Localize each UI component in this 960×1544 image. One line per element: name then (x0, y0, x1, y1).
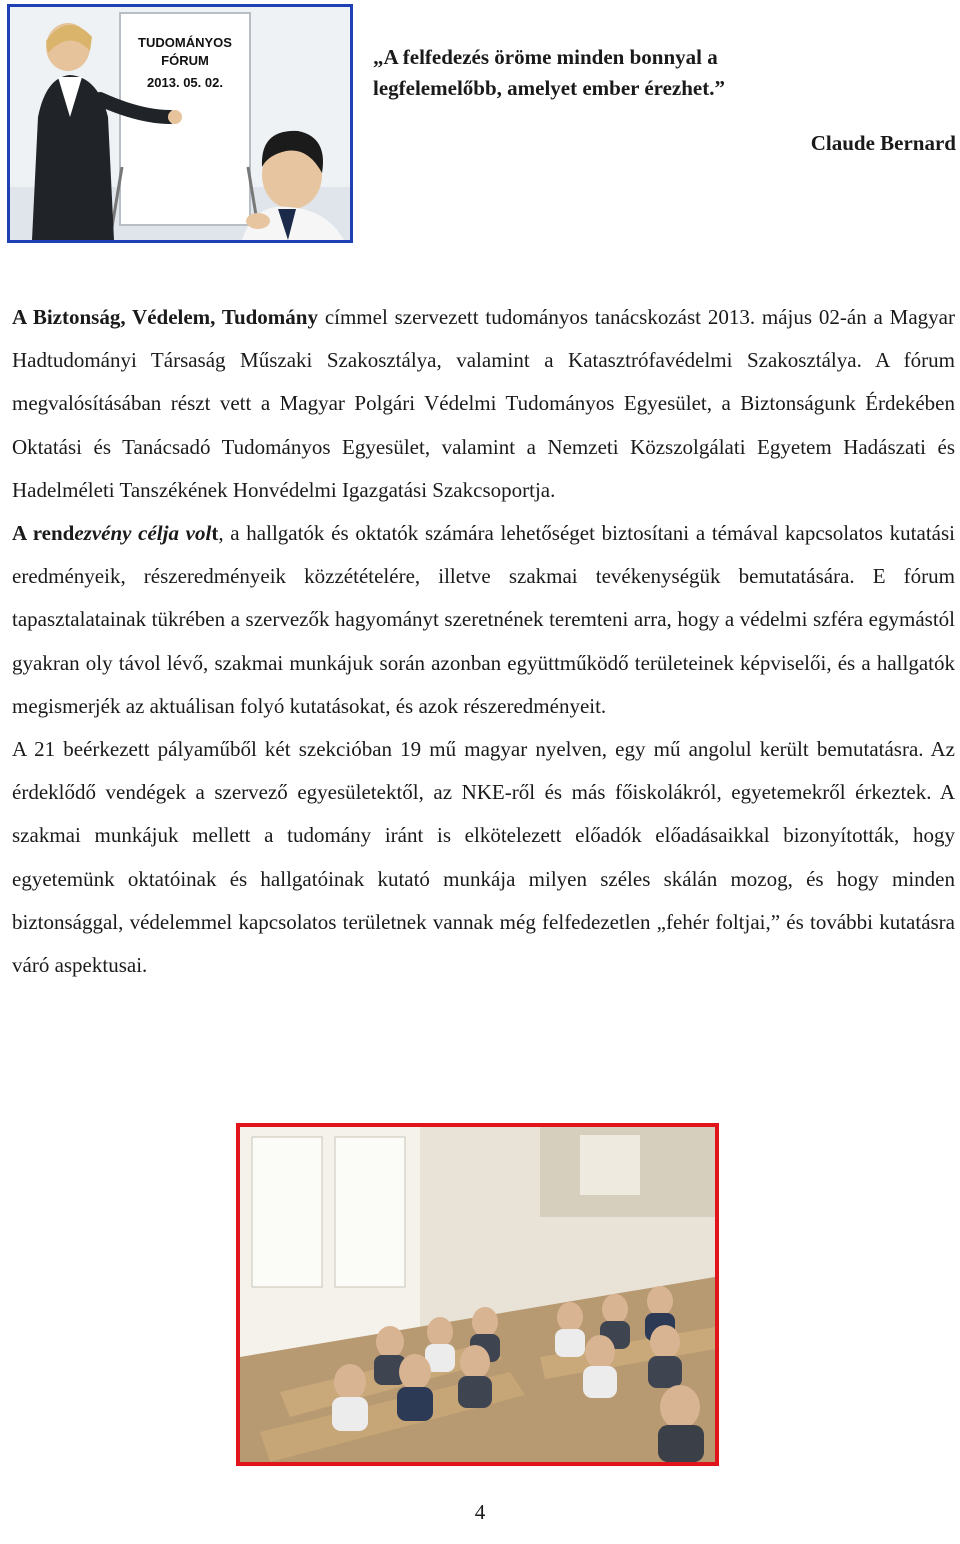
paragraph-goal-text: , a hallgatók és oktatók számára lehetőséget biztosítani a témával kapcsolatos kutatási eredményeik, részeredményeik közzétételére, illetve szakmai tevékenységük bemutatására. E fórum tapasztalatainak tükrében a szervezők hagyományt szeretnének teremteni arra, hogy a védelmi szféra egymástól gyakran oly távol lévő, szakmai munkájuk során azonban együttműködő területeinek képviselői, és a hallgatók megismerjék az aktuálisan folyó kutatásokat, és azok részeredményeit. (12, 521, 955, 718)
event-title: A Biztonság, Védelem, Tudomány (12, 305, 318, 329)
board-date: 2013. 05. 02. (147, 75, 223, 90)
article-body (12, 296, 955, 987)
quote-line-2: legfelemelőbb, amelyet ember érezhet.” (373, 76, 725, 100)
paragraph-intro-text: címmel szervezett tudományos tanácskozást 2013. május 02-án a Magyar Hadtudományi Társaság Műszaki Szakosztálya, valamint a Katasztrófavédelmi Szakosztálya. A fórum megvalósításában részt vett a Magyar Polgári Védelmi Tudományos Egyesület, a Biztonságunk Érdekében Oktatási és Tanácsadó Tudományos Egyesület, valamint a Nemzeti Közszolgálati Egyetem Hadászati és Hadelméleti Tanszékének Honvédelmi Igazgatási Szakcsoportja. (12, 305, 955, 502)
presenter-photo (7, 4, 353, 243)
goal-lead-b: rend (32, 521, 75, 546)
goal-lead-c: ezvény célja vol (74, 521, 212, 546)
goal-lead-a: A (12, 521, 33, 546)
audience-illustration (240, 1127, 715, 1462)
board-title-line2: FÓRUM (161, 53, 209, 68)
goal-lead-d: t (211, 521, 219, 546)
quote (373, 42, 953, 104)
presenter-illustration (10, 7, 350, 240)
paragraph-intro (12, 296, 955, 512)
page-number: 4 (474, 1500, 486, 1524)
paragraph-results: A 21 beérkezett pályaműből két szekcióban 19 mű magyar nyelven, egy mű angolul került bemutatásra. Az érdeklődő vendégek a szervező egyesületektől, az NKE-ről és más főiskolákról, egyetemekről érkeztek. A szakmai munkájuk mellett a tudomány iránt is elkötelezett előadók előadásaikkal bizonyították, hogy egyetemünk oktatóinak és hallgatóinak kutató munkája milyen széles skálán mozog, és hogy minden biztonsággal, védelemmel kapcsolatos területnek vannak még felfedezetlen „fehér foltjai,” és további kutatásra váró aspektusai. (12, 737, 955, 978)
quote-author: Claude Bernard (810, 131, 956, 155)
paragraph-goal (12, 512, 955, 728)
quote-line-1: „A felfedezés öröme minden bonnyal a (373, 45, 718, 69)
audience-photo (236, 1123, 719, 1466)
board-title-line1: TUDOMÁNYOS (138, 35, 232, 50)
